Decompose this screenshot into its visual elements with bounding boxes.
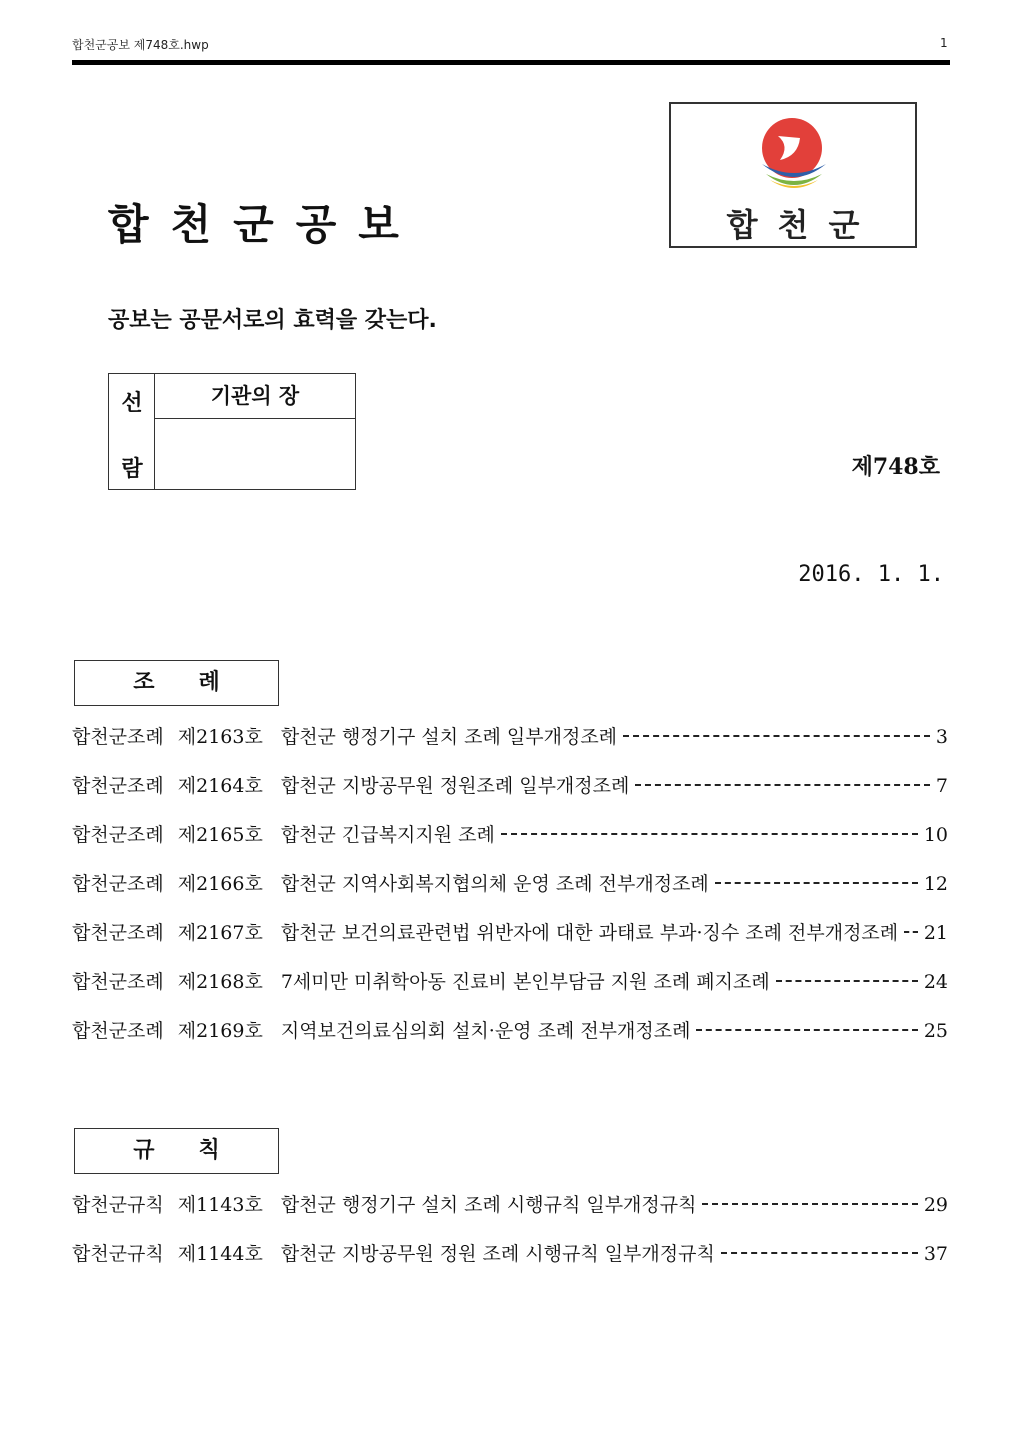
logo-text: 합천군 xyxy=(726,206,880,244)
circulation-label-cell xyxy=(109,374,155,489)
toc-entry-number: 제1143호 xyxy=(177,1194,263,1216)
toc-entry-title: 합천군 행정기구 설치 조례 일부개정조례 xyxy=(280,726,618,748)
toc-entry-label: 합천군규칙 xyxy=(72,1194,164,1216)
toc-entry-title: 지역보건의료심의회 설치·운영 조례 전부개정조례 xyxy=(280,1020,691,1042)
toc-entry-page: 12 xyxy=(923,873,948,895)
toc-leader xyxy=(904,931,918,933)
section-heading-ordinances: 조례 xyxy=(74,660,279,706)
toc-leader xyxy=(715,882,918,884)
issue-number: 제748호 xyxy=(851,454,940,480)
toc-entry-label: 합천군조례 xyxy=(72,873,164,895)
toc-row[interactable] xyxy=(72,869,948,918)
toc-entry-page: 7 xyxy=(935,775,948,797)
toc-entry-number: 제2167호 xyxy=(177,922,263,944)
toc-entry-page: 10 xyxy=(923,824,948,846)
toc-ordinances xyxy=(72,722,948,1065)
toc-leader xyxy=(696,1029,917,1031)
toc-entry-number: 제2163호 xyxy=(177,726,263,748)
header-filename: 합천군공보 제748호.hwp xyxy=(72,38,209,52)
toc-entry-label: 합천군규칙 xyxy=(72,1243,164,1265)
document-title: 합천군공보 xyxy=(108,200,421,249)
toc-row[interactable] xyxy=(72,771,948,820)
toc-entry-number: 제2166호 xyxy=(177,873,263,895)
section-heading-rules: 규칙 xyxy=(74,1128,279,1174)
toc-row[interactable] xyxy=(72,1190,948,1239)
toc-entry-number: 제2168호 xyxy=(177,971,263,993)
toc-entry-label: 합천군조례 xyxy=(72,726,164,748)
circulation-char-1: 선 xyxy=(121,391,143,416)
circulation-char-2: 람 xyxy=(121,457,143,482)
toc-entry-title: 합천군 지방공무원 정원 조례 시행규칙 일부개정규칙 xyxy=(280,1243,715,1265)
toc-entry-number: 제2169호 xyxy=(177,1020,263,1042)
toc-entry-title: 합천군 행정기구 설치 조례 시행규칙 일부개정규칙 xyxy=(280,1194,697,1216)
toc-entry-number: 제1144호 xyxy=(177,1243,263,1265)
toc-entry-title: 합천군 보건의료관련법 위반자에 대한 과태료 부과·징수 조례 전부개정조례 xyxy=(280,922,899,944)
toc-leader xyxy=(623,735,930,737)
circulation-header: 기관의 장 xyxy=(155,374,355,419)
toc-entry-page: 24 xyxy=(923,971,948,993)
toc-leader xyxy=(776,980,918,982)
toc-entry-title: 합천군 지역사회복지협의체 운영 조례 전부개정조례 xyxy=(280,873,709,895)
county-emblem-icon xyxy=(754,116,834,196)
toc-entry-title: 합천군 지방공무원 정원조례 일부개정조례 xyxy=(280,775,630,797)
toc-entry-title: 합천군 긴급복지지원 조례 xyxy=(280,824,495,846)
toc-entry-number: 제2165호 xyxy=(177,824,263,846)
toc-leader xyxy=(501,833,918,835)
toc-leader xyxy=(635,784,930,786)
toc-entry-label: 합천군조례 xyxy=(72,775,164,797)
toc-row[interactable] xyxy=(72,820,948,869)
toc-entry-page: 37 xyxy=(923,1243,948,1265)
toc-rules xyxy=(72,1190,948,1288)
toc-entry-page: 21 xyxy=(923,922,948,944)
subtitle: 공보는 공문서로의 효력을 갖는다. xyxy=(108,308,437,333)
toc-entry-title: 7세미만 미취학아동 진료비 본인부담금 지원 조례 폐지조례 xyxy=(280,971,770,993)
issue-date: 2016. 1. 1. xyxy=(798,562,944,587)
circulation-table xyxy=(108,373,356,490)
toc-row[interactable] xyxy=(72,722,948,771)
toc-entry-page: 25 xyxy=(923,1020,948,1042)
toc-leader xyxy=(721,1252,918,1254)
toc-row[interactable] xyxy=(72,918,948,967)
toc-row[interactable] xyxy=(72,967,948,1016)
toc-entry-label: 합천군조례 xyxy=(72,824,164,846)
toc-entry-page: 29 xyxy=(923,1194,948,1216)
toc-row[interactable] xyxy=(72,1239,948,1288)
header-page-number: 1 xyxy=(940,36,948,50)
toc-entry-label: 합천군조례 xyxy=(72,971,164,993)
toc-entry-label: 합천군조례 xyxy=(72,922,164,944)
toc-entry-number: 제2164호 xyxy=(177,775,263,797)
toc-entry-label: 합천군조례 xyxy=(72,1020,164,1042)
toc-entry-page: 3 xyxy=(935,726,948,748)
toc-leader xyxy=(702,1203,917,1205)
logo-box xyxy=(669,102,917,248)
toc-row[interactable] xyxy=(72,1016,948,1065)
header-rule xyxy=(72,60,950,65)
